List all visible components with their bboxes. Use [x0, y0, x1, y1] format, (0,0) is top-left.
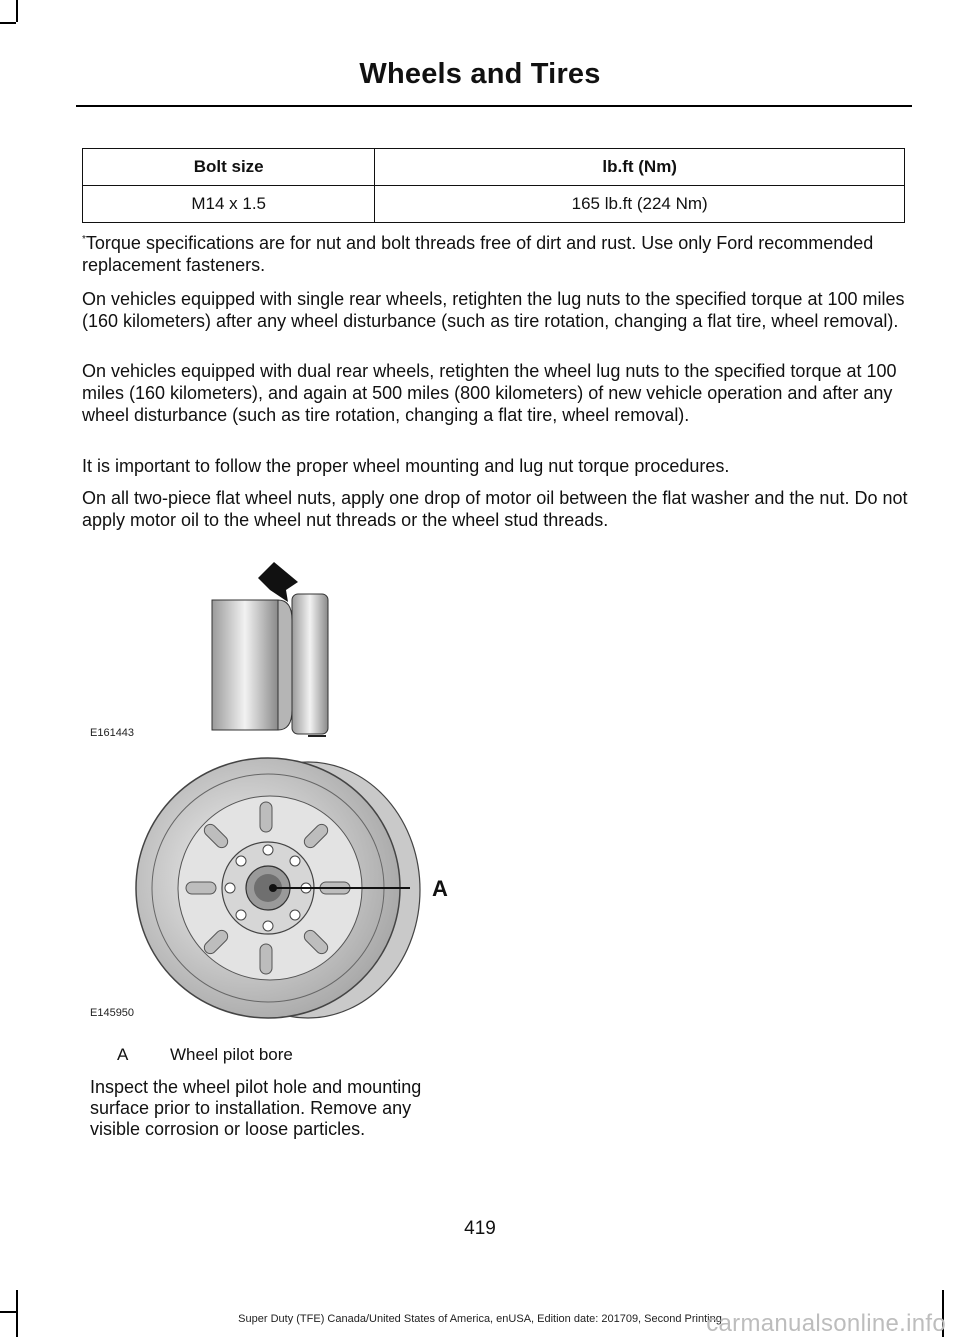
footnote [82, 232, 908, 276]
legend-letter: A [117, 1045, 129, 1064]
paragraph-two-piece: On all two-piece flat wheel nuts, apply one drop of motor oil between the flat washer and the nut. Do not apply motor oil to the wheel nut threads or the wheel stud threads. [82, 488, 908, 530]
torque-spec-table [82, 148, 905, 223]
figure-code: E161443 [90, 727, 135, 739]
wheel-figure [120, 752, 460, 1024]
paragraph-important: It is important to follow the proper wheel mounting and lug nut torque procedures. [82, 456, 730, 476]
table-cell: M14 x 1.5 [83, 186, 375, 223]
footnote-text: Torque specifications are for nut and bolt threads free of dirt and rust. Use only Ford recommended replacement fasteners. [82, 233, 874, 275]
table-cell: 165 lb.ft (224 Nm) [375, 186, 905, 223]
legend-text: Wheel pilot bore [170, 1045, 293, 1064]
table-header-cell: lb.ft (Nm) [375, 149, 905, 186]
watermark: carmanualsonline.info [706, 1310, 946, 1337]
header-rule [76, 105, 912, 107]
table-header-row [83, 149, 905, 186]
callout-label: A [432, 876, 448, 901]
footnote-marker: * [82, 234, 86, 245]
table-row [83, 186, 905, 223]
page-title: Wheels and Tires [359, 58, 601, 90]
crop-mark [16, 0, 18, 22]
inspect-paragraph: Inspect the wheel pilot hole and mounting surface prior to installation. Remove any visible corrosion or loose particles. [90, 1077, 422, 1139]
paragraph-single-rear: On vehicles equipped with single rear wheels, retighten the lug nuts to the specified torque at 100 miles (160 kilometers) after any wheel disturbance (such as tire rotation, changing a flat tire, wheel removal). [82, 289, 905, 331]
lug-nut-figure [200, 560, 340, 740]
page-number: 419 [464, 1218, 496, 1239]
figure-code: E145950 [90, 1007, 135, 1019]
paragraph-dual-rear: On vehicles equipped with dual rear wheels, retighten the wheel lug nuts to the specified torque at 100 miles (160 kilometers), and again at 500 miles (800 kilometers) of new vehicle operation and after any wheel disturbance (such as tire rotation, changing a flat tire, wheel removal). [82, 361, 897, 425]
crop-mark [0, 22, 16, 24]
footer-text: Super Duty (TFE) Canada/United States of America, enUSA, Edition date: 201709, Second Printing [238, 1313, 722, 1325]
table-header-cell: Bolt size [83, 149, 375, 186]
